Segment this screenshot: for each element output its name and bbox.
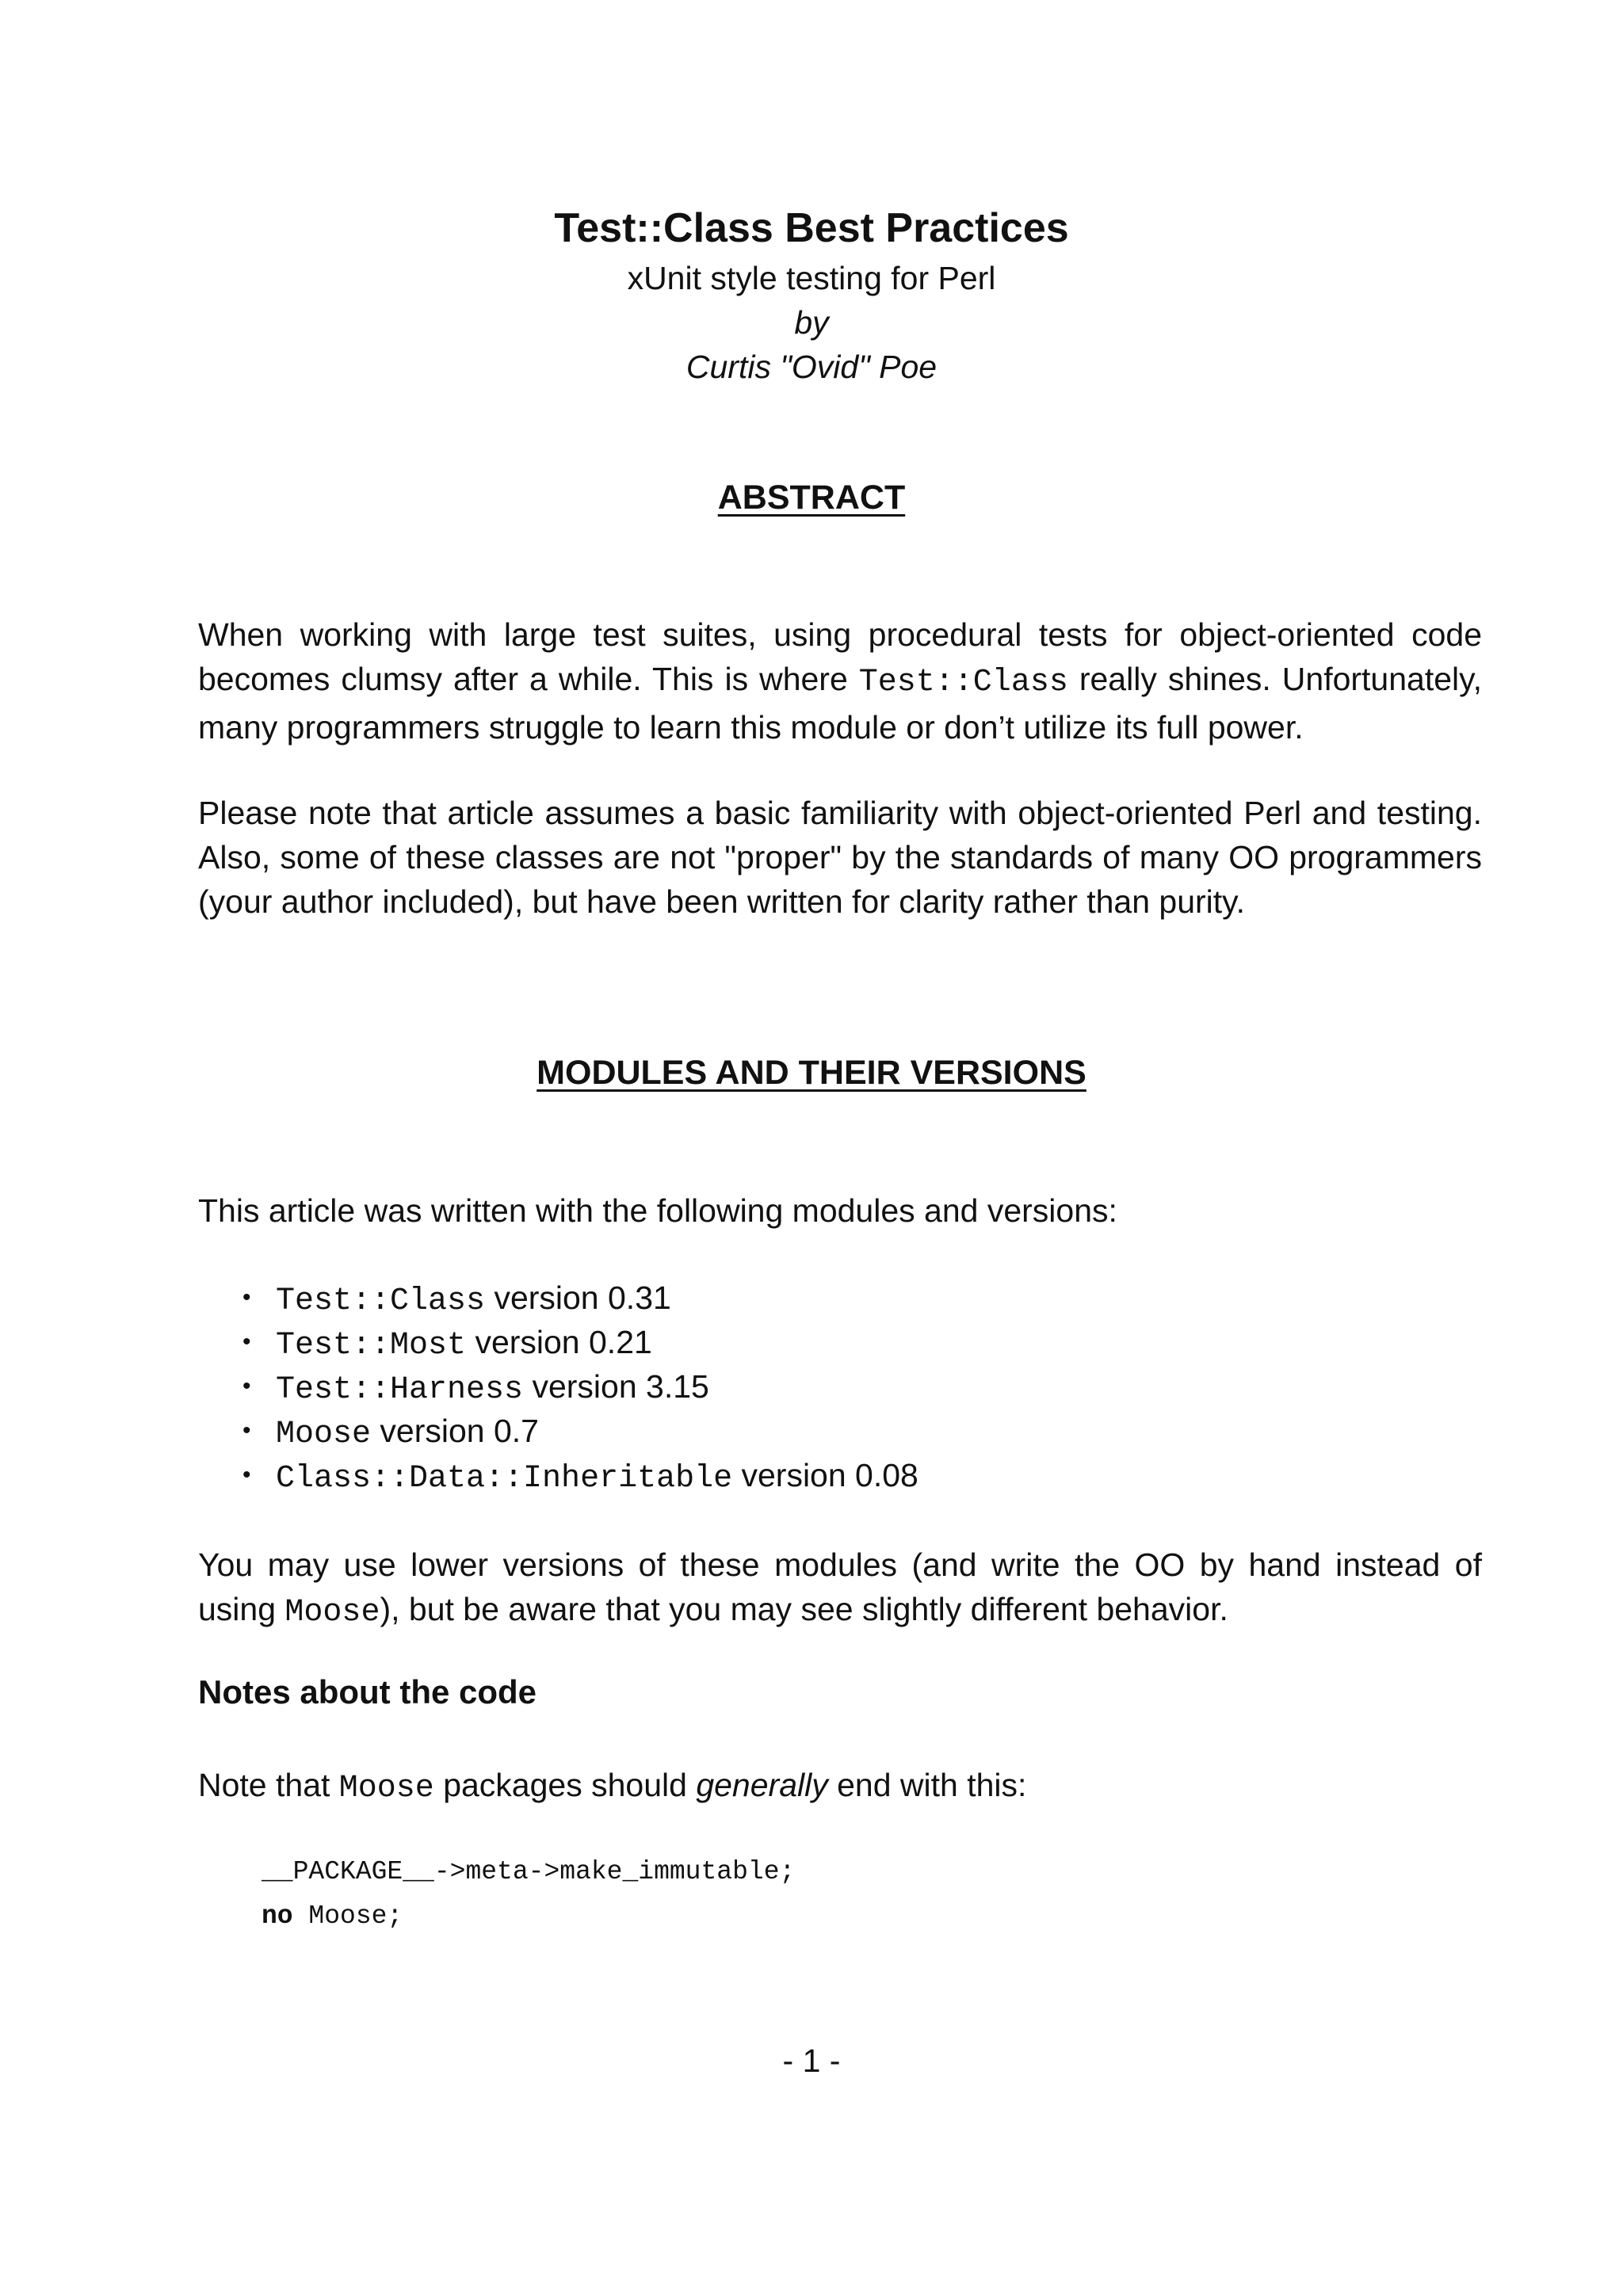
abstract-p1-text-after: really shines. Unfortunately, many programmers struggle to learn this module or don’t utilize its full power. bbox=[198, 661, 1482, 746]
bullet-icon: • bbox=[242, 1417, 251, 1444]
notes-code: Moose bbox=[338, 1771, 434, 1806]
byline: by bbox=[794, 304, 829, 341]
notes-text-after: end with this: bbox=[827, 1767, 1027, 1803]
abstract-p1-code: Test::Class bbox=[858, 665, 1068, 700]
module-name: Test::Most bbox=[276, 1328, 467, 1363]
code-line-1: __PACKAGE__->meta->make_immutable; bbox=[262, 1857, 796, 1886]
modules-intro: This article was written with the following modules and versions: bbox=[198, 1192, 1117, 1229]
module-name: Class::Data::Inheritable bbox=[276, 1461, 733, 1497]
bullet-icon: • bbox=[242, 1284, 251, 1310]
list-item bbox=[242, 1364, 918, 1409]
page-number: - 1 - bbox=[782, 2042, 841, 2079]
module-version: version 3.15 bbox=[523, 1368, 709, 1405]
modules-outro-after: ), but be aware that you may see slightly different behavior. bbox=[380, 1591, 1228, 1627]
abstract-p1-text-before: When working with large test suites, using procedural tests for object-oriented code becomes clumsy after a while. This is where bbox=[198, 616, 1482, 697]
code-block bbox=[262, 1850, 795, 1939]
modules-outro bbox=[198, 1543, 1482, 1635]
document-title: Test::Class Best Practices bbox=[554, 205, 1069, 251]
notes-paragraph bbox=[198, 1763, 1482, 1811]
abstract-heading: ABSTRACT bbox=[717, 479, 906, 517]
modules-heading: MODULES AND THEIR VERSIONS bbox=[537, 1054, 1086, 1092]
modules-outro-before: You may use lower versions of these modules (and write the OO by hand instead of using bbox=[198, 1547, 1482, 1627]
list-item bbox=[242, 1276, 918, 1320]
document-subtitle: xUnit style testing for Perl bbox=[627, 260, 996, 296]
notes-emphasis: generally bbox=[696, 1767, 828, 1803]
list-item bbox=[242, 1320, 918, 1364]
code-line-2-rest: Moose; bbox=[292, 1901, 403, 1931]
notes-text-middle: packages should bbox=[433, 1767, 697, 1803]
bullet-icon: • bbox=[242, 1462, 251, 1488]
notes-heading: Notes about the code bbox=[198, 1673, 537, 1711]
module-version: version 0.08 bbox=[732, 1457, 918, 1493]
code-keyword: no bbox=[262, 1901, 293, 1931]
module-name: Moose bbox=[276, 1417, 372, 1452]
modules-outro-code: Moose bbox=[285, 1595, 380, 1630]
list-item bbox=[242, 1453, 918, 1497]
module-name: Test::Class bbox=[276, 1283, 486, 1319]
abstract-paragraph-1 bbox=[198, 612, 1482, 749]
module-name: Test::Harness bbox=[276, 1372, 524, 1408]
bullet-icon: • bbox=[242, 1373, 251, 1399]
modules-list bbox=[242, 1276, 918, 1497]
module-version: version 0.31 bbox=[485, 1280, 671, 1316]
bullet-icon: • bbox=[242, 1329, 251, 1355]
module-version: version 0.7 bbox=[371, 1413, 539, 1449]
abstract-paragraph-2: Please note that article assumes a basic familiarity with object-oriented Perl and testing. Also, some of these classes are not "proper" by the standards of many OO programmers (your author included), but have been written for clarity rather than purity. bbox=[198, 795, 1482, 920]
code-line-2 bbox=[262, 1894, 795, 1939]
author-name: Curtis "Ovid" Poe bbox=[685, 349, 938, 385]
notes-text-before: Note that bbox=[198, 1767, 339, 1803]
module-version: version 0.21 bbox=[466, 1324, 652, 1360]
list-item bbox=[242, 1409, 918, 1453]
